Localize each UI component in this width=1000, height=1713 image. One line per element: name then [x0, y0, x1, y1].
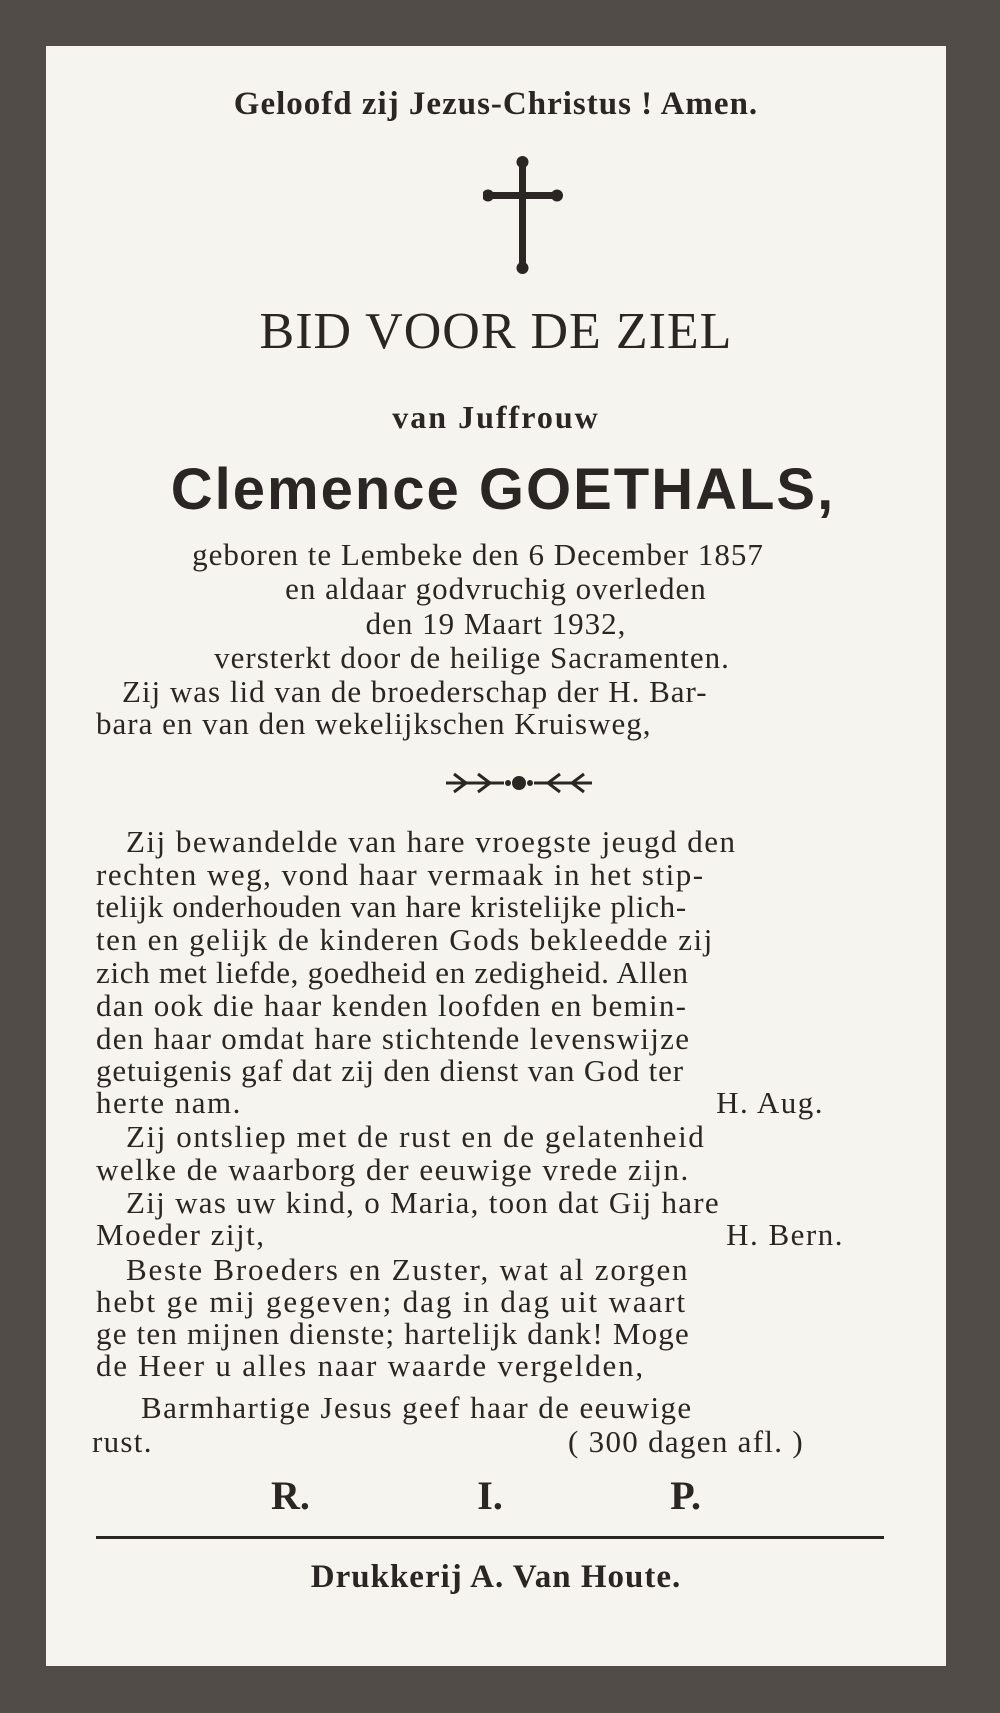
rest-line-4 — [96, 1219, 844, 1250]
memorial-card — [46, 46, 946, 1666]
eulogy-line-3: telijk onderhouden van hare kristelijke plich- — [96, 889, 687, 924]
eulogy-line-8: getuigenis gaf dat zij den dienst van God ter — [96, 1053, 685, 1088]
eulogy-line-4: ten en gelijk de kinderen Gods bekleedde zij — [96, 922, 714, 957]
rip-p: P. — [670, 1473, 701, 1518]
rest-line-3: Zij was uw kind, o Maria, toon dat Gij hare — [126, 1185, 720, 1220]
prayer-line-1: Barmhartige Jesus geef haar de eeuwige — [141, 1390, 693, 1425]
title-prefix: van Juffrouw — [392, 399, 600, 435]
mary-last-text: Moeder zijt, — [96, 1217, 266, 1252]
rest-line-2: welke de waarborg der eeuwige vrede zijn. — [96, 1152, 690, 1187]
family-line-3: ge ten mijnen dienste; hartelijk dank! Moge — [96, 1316, 690, 1351]
bio-line-1: geboren te Lembeke den 6 December 1857 — [192, 537, 764, 572]
prayer-line-2 — [92, 1426, 804, 1457]
deceased-name: Clemence GOETHALS, — [170, 457, 836, 522]
rip-r: R. — [271, 1473, 310, 1518]
eulogy-last-text: herte nam. — [96, 1085, 242, 1120]
eulogy-source: H. Aug. — [716, 1085, 824, 1120]
bio-line-3: den 19 Maart 1932, — [365, 606, 627, 641]
family-line-1: Beste Broeders en Zuster, wat al zorgen — [126, 1252, 690, 1287]
divider-rule — [96, 1536, 884, 1539]
eulogy-line-7: den haar omdat hare stichtende levenswijze — [96, 1021, 691, 1056]
eulogy-line-9 — [96, 1087, 824, 1118]
eulogy-line-2: rechten weg, vond haar vermaak in het stip- — [96, 857, 705, 892]
eulogy-line-1: Zij bewandelde van hare vroegste jeugd den — [126, 824, 737, 859]
prayer-last-text: rust. — [92, 1424, 153, 1459]
rip-initials — [271, 1473, 701, 1518]
cross-icon — [483, 156, 563, 276]
header-prayer: Geloofd zij Jezus-Christus ! Amen. — [233, 86, 759, 122]
family-line-2: hebt ge mij gegeven; dag in dag uit waart — [96, 1284, 687, 1319]
bio-line-2: en aldaar godvruchig overleden — [285, 571, 707, 606]
rip-i: I. — [477, 1473, 503, 1518]
bio-line-5: Zij was lid van de broederschap der H. Bar- — [122, 674, 708, 709]
indulgence: ( 300 dagen afl. ) — [567, 1424, 804, 1459]
rest-line-1: Zij ontsliep met de rust en de gelatenheid — [126, 1119, 706, 1154]
heading: BID VOOR DE ZIEL — [259, 303, 733, 360]
bio-line-4: versterkt door de heilige Sacramenten. — [214, 640, 730, 675]
printer: Drukkerij A. Van Houte. — [310, 1559, 682, 1595]
family-line-4: de Heer u alles naar waarde vergelden, — [96, 1348, 645, 1383]
ornament-divider-icon — [444, 768, 594, 798]
eulogy-line-5: zich met liefde, goedheid en zedigheid. Allen — [96, 955, 689, 990]
eulogy-line-6: dan ook die haar kenden loofden en bemin- — [96, 988, 688, 1023]
bio-line-6: bara en van den wekelijkschen Kruisweg, — [96, 706, 652, 741]
mary-source: H. Bern. — [726, 1217, 844, 1252]
